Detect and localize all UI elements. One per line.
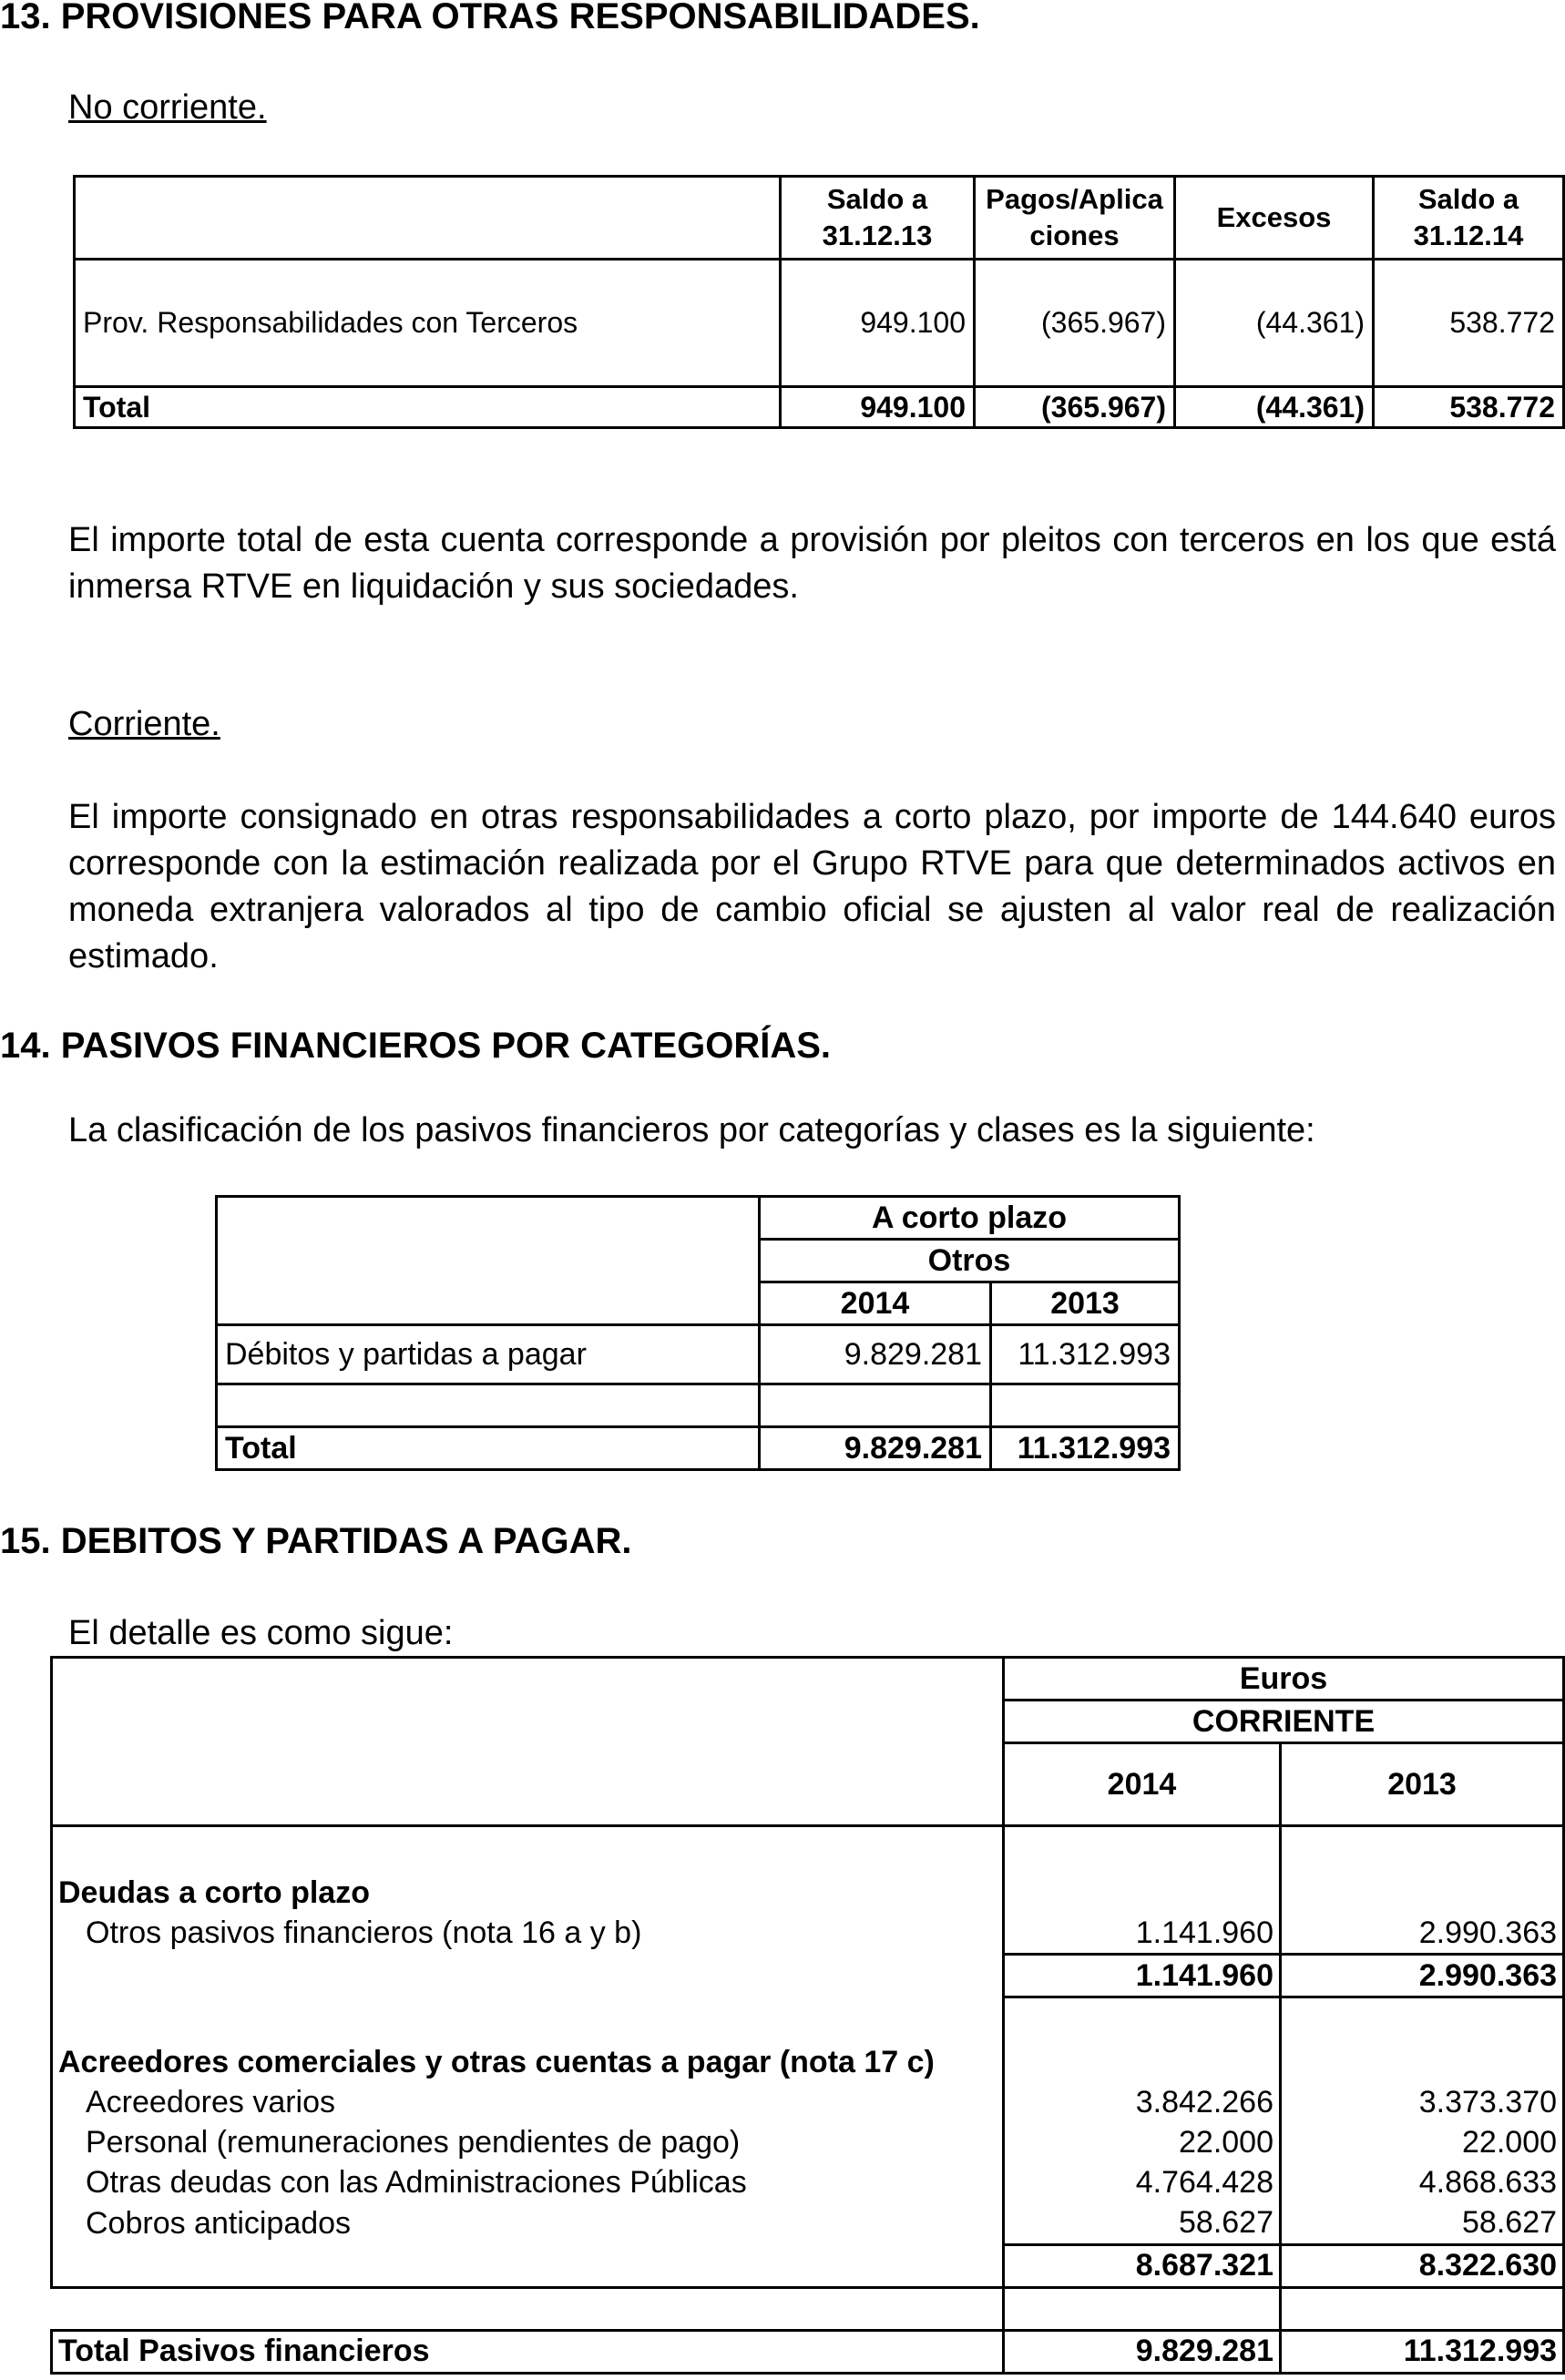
total-label: Total Pasivos financieros (52, 2330, 1004, 2373)
header-year-2013: 2013 (1281, 1743, 1564, 1826)
header-year-2013: 2013 (991, 1282, 1180, 1325)
total-value: 9.829.281 (760, 1427, 991, 1470)
header-year-2014: 2014 (760, 1282, 991, 1325)
section-14-title: 14. PASIVOS FINANCIEROS POR CATEGORÍAS. (0, 1026, 831, 1066)
subtotal-value: 2.990.363 (1281, 1955, 1564, 1997)
row-value: 11.312.993 (991, 1325, 1180, 1384)
row-label: Otras deudas con las Administraciones Públicas (52, 2163, 1004, 2203)
total-value: 949.100 (781, 387, 975, 428)
header-empty-cell (75, 177, 781, 260)
header-pagos-aplicaciones: Pagos/Aplica ciones (975, 177, 1175, 260)
spacer-cell (52, 1826, 1004, 1874)
group-acreedores-label: Acreedores comerciales y otras cuentas a pagar (nota 17 c) (52, 2043, 1004, 2083)
row-value: 538.772 (1374, 260, 1564, 387)
spacer-cell (1004, 2287, 1281, 2330)
spacer-cell (1004, 1826, 1281, 1874)
header-empty-cell (217, 1197, 760, 1325)
provisiones-table (73, 175, 1565, 429)
no-corriente-subheading: No corriente. (68, 88, 267, 127)
row-value: (365.967) (975, 260, 1175, 387)
empty-cell (1004, 1873, 1281, 1913)
subtotal-value: 8.687.321 (1004, 2244, 1281, 2287)
header-otros: Otros (760, 1240, 1180, 1282)
total-value: 11.312.993 (1281, 2330, 1564, 2373)
section-13-title: 13. PROVISIONES PARA OTRAS RESPONSABILIDADES. (0, 0, 980, 36)
total-value: 538.772 (1374, 387, 1564, 428)
row-value: 22.000 (1004, 2123, 1281, 2163)
pasivos-categorias-table (215, 1195, 1181, 1471)
empty-cell (991, 1384, 1180, 1427)
subtotal-value: 1.141.960 (1004, 1955, 1281, 1997)
section-15-title: 15. DEBITOS Y PARTIDAS A PAGAR. (0, 1521, 632, 1561)
empty-cell (1281, 1873, 1564, 1913)
total-value: 11.312.993 (991, 1427, 1180, 1470)
spacer-cell (52, 1997, 1004, 2043)
total-value: 9.829.281 (1004, 2330, 1281, 2373)
spacer-cell (1281, 1826, 1564, 1874)
row-value: 58.627 (1281, 2203, 1564, 2245)
empty-cell (52, 2244, 1004, 2287)
paragraph-corriente: El importe consignado en otras responsabilidades a corto plazo, por importe de 144.640 euros corresponde con la estimación realizada por el Grupo RTVE para que determinados activos en moneda extranjera valorados al tipo de cambio oficial se ajusten al valor real de realización estimado. (68, 798, 1556, 975)
row-value: 4.868.633 (1281, 2163, 1564, 2203)
row-value: 949.100 (781, 260, 975, 387)
debitos-partidas-table (50, 1656, 1565, 2375)
row-value: 58.627 (1004, 2203, 1281, 2245)
paragraph-pleitos: El importe total de esta cuenta corresponde a provisión por pleitos con terceros en los que está inmersa RTVE en liquidación y sus sociedades. (68, 521, 1556, 606)
header-euros: Euros (1004, 1658, 1564, 1701)
subtotal-value: 8.322.630 (1281, 2244, 1564, 2287)
total-value: (44.361) (1175, 387, 1374, 428)
row-value: 4.764.428 (1004, 2163, 1281, 2203)
header-corriente: CORRIENTE (1004, 1701, 1564, 1743)
spacer-cell (1004, 1997, 1281, 2043)
row-value: 3.373.370 (1281, 2083, 1564, 2123)
row-label: Personal (remuneraciones pendientes de pago) (52, 2123, 1004, 2163)
row-label: Otros pasivos financieros (nota 16 a y b) (52, 1913, 1004, 1955)
row-value: 2.990.363 (1281, 1913, 1564, 1955)
section-15-intro: El detalle es como sigue: (68, 1614, 454, 1652)
header-saldo-2013: Saldo a 31.12.13 (781, 177, 975, 260)
section-14-intro: La clasificación de los pasivos financieros por categorías y clases es la siguiente: (68, 1111, 1315, 1149)
header-empty-cell (52, 1658, 1004, 1826)
total-label: Total (217, 1427, 760, 1470)
header-excesos: Excesos (1175, 177, 1374, 260)
empty-cell (760, 1384, 991, 1427)
row-label: Cobros anticipados (52, 2203, 1004, 2245)
row-label: Acreedores varios (52, 2083, 1004, 2123)
spacer-cell (1281, 1997, 1564, 2043)
empty-cell (1281, 2043, 1564, 2083)
empty-cell (1004, 2043, 1281, 2083)
header-a-corto-plazo: A corto plazo (760, 1197, 1180, 1240)
spacer-cell (52, 2287, 1004, 2330)
spacer-cell (1281, 2287, 1564, 2330)
row-value: 22.000 (1281, 2123, 1564, 2163)
corriente-subheading: Corriente. (68, 705, 220, 743)
empty-cell (52, 1955, 1004, 1997)
row-label: Débitos y partidas a pagar (217, 1325, 760, 1384)
total-label: Total (75, 387, 781, 428)
row-value: 1.141.960 (1004, 1913, 1281, 1955)
row-value: (44.361) (1175, 260, 1374, 387)
row-value: 3.842.266 (1004, 2083, 1281, 2123)
empty-cell (217, 1384, 760, 1427)
row-label: Prov. Responsabilidades con Terceros (75, 260, 781, 387)
header-saldo-2014: Saldo a 31.12.14 (1374, 177, 1564, 260)
header-year-2014: 2014 (1004, 1743, 1281, 1826)
total-value: (365.967) (975, 387, 1175, 428)
row-value: 9.829.281 (760, 1325, 991, 1384)
group-deudas-label: Deudas a corto plazo (52, 1873, 1004, 1913)
